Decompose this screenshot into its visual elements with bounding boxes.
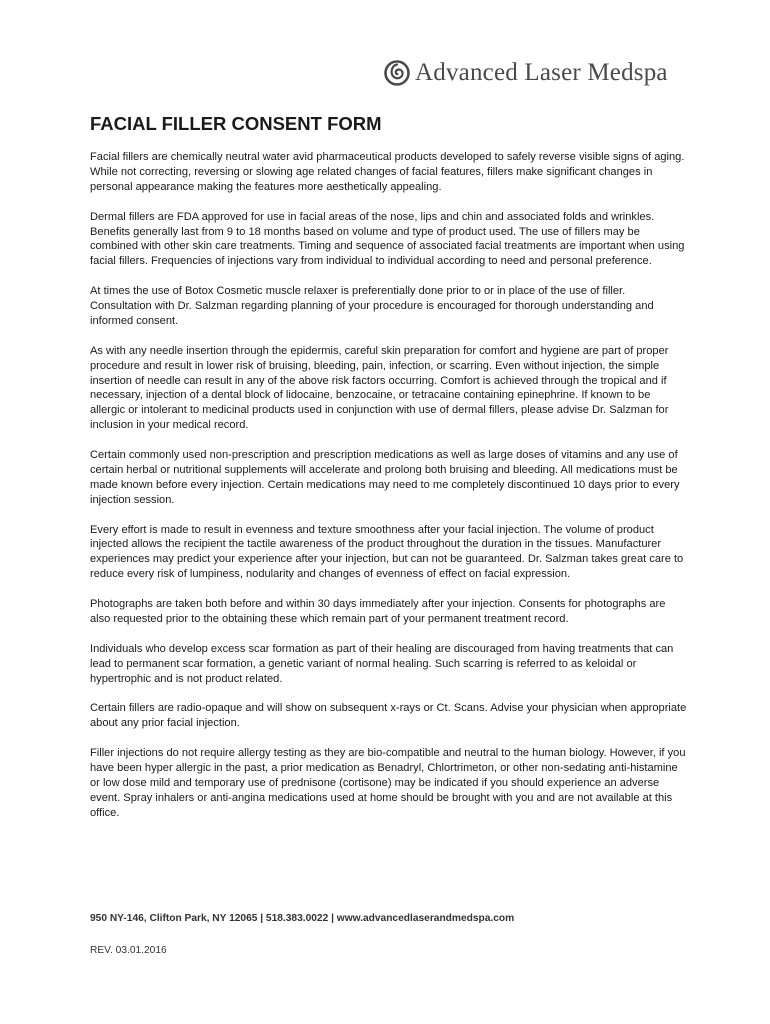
paragraph-allergy: Filler injections do not require allergy testing as they are bio-compatible and neutral to the human biology. However, if you have been hyper allergic in the past, a prior medication as Benadryl, Chlortrimeton, or other non-sedating anti-histamine or low dose mild and temporary use of prednisone (cortisone) may be indicated if you should experience an adverse event. Spray inhalers or anti-angina medications used at home should be brought with you and are not available at this office.: [90, 747, 686, 819]
form-body: [90, 150, 688, 836]
paragraph-botox: At times the use of Botox Cosmetic muscle relaxer is preferentially done prior to or in place of the use of filler. Consultation with Dr. Salzman regarding planning of your procedure is encouraged for thorough understanding and informed consent.: [90, 285, 654, 327]
footer-address: 950 NY-146, Clifton Park, NY 12065 | 518.383.0022 | www.advancedlaserandmedspa.com: [90, 913, 515, 924]
paragraph-needle-insertion: As with any needle insertion through the epidermis, careful skin preparation for comfort and hygiene are part of proper procedure and result in lower risk of bruising, bleeding, pain, infection, or scarring. Even without injection, the simple insertion of needle can result in any of the above risk factors occurring. Comfort is achieved through the tropical and if necessary, injection of a dental block of lidocaine, benzocaine, or tetracaine containing epinephrine. If known to be allergic or intolerant to medicinal products used in conjunction with use of dermal fillers, please advise Dr. Salzman for inclusion in your medical record.: [90, 344, 669, 432]
swirl-logo-icon: [384, 60, 410, 86]
brand-logo: [384, 56, 668, 90]
paragraph-medications: Certain commonly used non-prescription and prescription medications as well as large doses of vitamins and any use of certain herbal or nutritional supplements will accelerate and prolong both bruising and bleeding. All medications must be made known before every injection. Certain medications may need to me completely discontinued 10 days prior to every injection session.: [90, 449, 680, 506]
logo-text: Advanced Laser Medspa: [415, 59, 668, 86]
paragraph-radio-opaque: Certain fillers are radio-opaque and will show on subsequent x-rays or Ct. Scans. Advise your physician when appropriate about any prior facial injection.: [90, 702, 687, 730]
revision-label: REV. 03.01.2016: [90, 945, 167, 956]
page-title: FACIAL FILLER CONSENT FORM: [90, 113, 382, 134]
paragraph-photographs: Photographs are taken both before and within 30 days immediately after your injection. Consents for photographs are also requested prior to the obtaining these which remain part of your permanent treatment record.: [90, 598, 666, 625]
paragraph-evenness: Every effort is made to result in evenness and texture smoothness after your facial injection. The volume of product injected allows the recipient the tactile awareness of the product throughout the duration in the tissues. Manufacturer experiences may predict your experience after your injection, but can not be guaranteed. Dr. Salzman takes great care to reduce every risk of lumpiness, nodularity and changes of evenness of effect on facial expression.: [90, 523, 684, 581]
paragraph-scarring: Individuals who develop excess scar formation as part of their healing are discouraged from having treatments that can lead to permanent scar formation, a genetic variant of normal healing. Such scarring is referred to as keloidal or hypertrophic and is not product related.: [90, 642, 674, 685]
paragraph-intro: Facial fillers are chemically neutral water avid pharmaceutical products developed to safely reverse visible signs of aging. While not correcting, reversing or slowing age related changes of facial features, fillers make significant changes in personal appearance making the features more aesthetically appealing.: [90, 151, 685, 193]
paragraph-fda-approval: Dermal fillers are FDA approved for use in facial areas of the nose, lips and chin and associated folds and wrinkles. Benefits generally last from 9 to 18 months based on volume and type of product used. The use of fillers may be combined with other skin care treatments. Timing and sequence of associated facial treatments are important when using facial fillers. Frequencies of injections vary from individual to individual according to need and personal preference.: [90, 210, 685, 268]
